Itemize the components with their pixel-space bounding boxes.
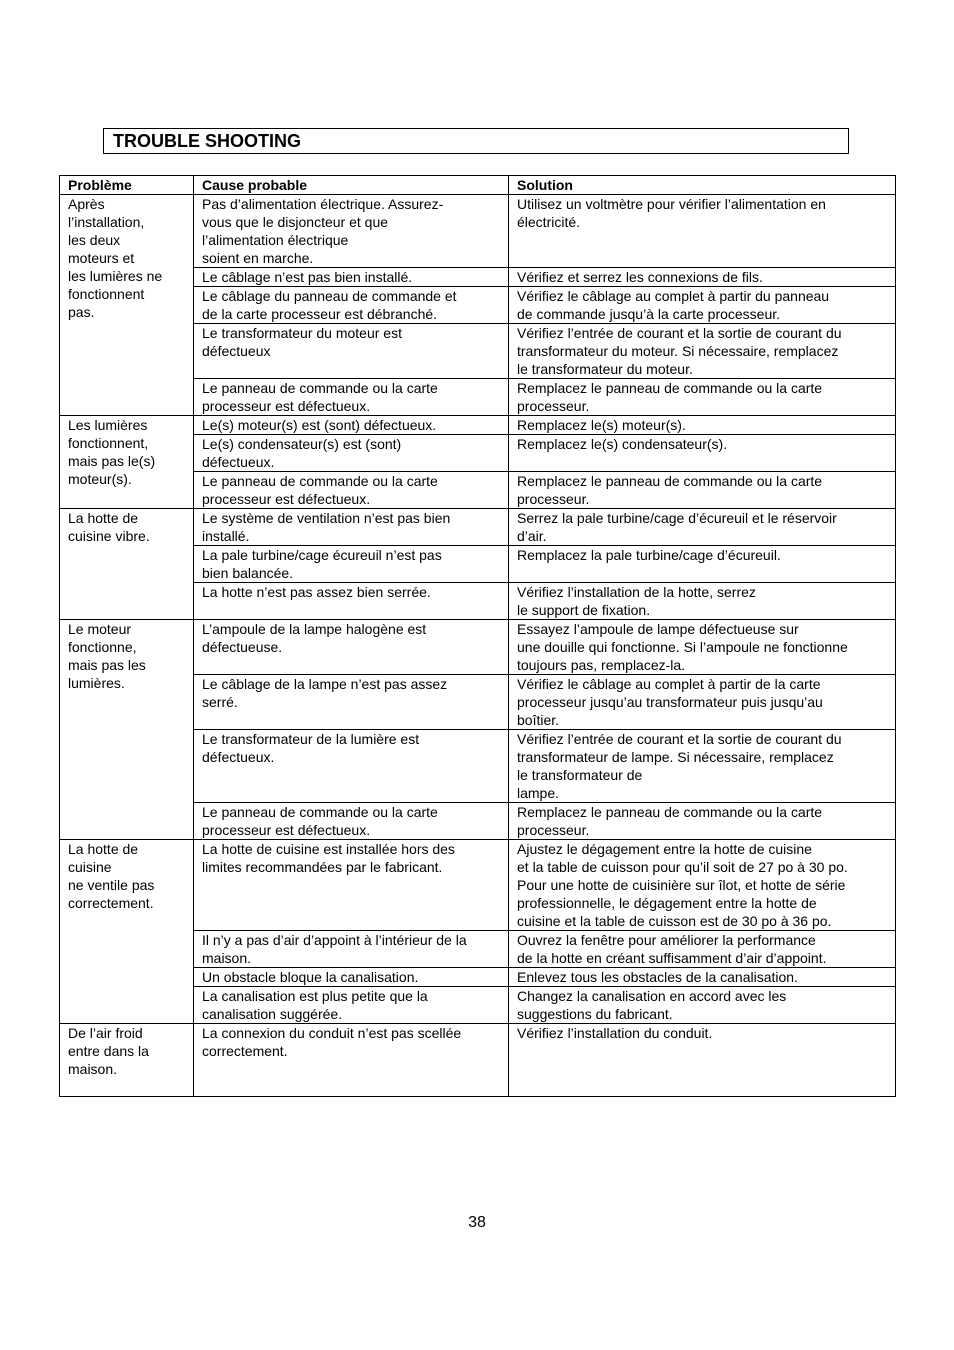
table-header-row xyxy=(60,176,896,195)
cause-cell: Le transformateur du moteur est défectueux xyxy=(194,324,509,379)
title-box xyxy=(103,128,849,154)
cause-cell: Pas d’alimentation électrique. Assurez- vous que le disjoncteur et que l’alimentation électrique soient en marche. xyxy=(194,195,509,268)
problem-cell: La hotte de cuisine vibre. xyxy=(60,509,194,620)
solution-cell: Utilisez un voltmètre pour vérifier l’alimentation en électricité. xyxy=(509,195,896,268)
solution-cell: Remplacez le panneau de commande ou la carte processeur. xyxy=(509,379,896,416)
cause-cell: La pale turbine/cage écureuil n’est pas bien balancée. xyxy=(194,546,509,583)
solution-cell: Vérifiez l’installation du conduit. xyxy=(509,1024,896,1097)
solution-cell: Serrez la pale turbine/cage d’écureuil et le réservoir d’air. xyxy=(509,509,896,546)
table-row xyxy=(60,195,896,268)
table-row xyxy=(60,509,896,546)
solution-cell: Vérifiez le câblage au complet à partir du panneau de commande jusqu’à la carte processeur. xyxy=(509,287,896,324)
header-problem: Problème xyxy=(60,176,194,195)
table-row xyxy=(60,1024,896,1097)
solution-cell: Vérifiez et serrez les connexions de fils. xyxy=(509,268,896,287)
table-row xyxy=(60,840,896,931)
cause-cell: La hotte n’est pas assez bien serrée. xyxy=(194,583,509,620)
solution-cell: Vérifiez l’entrée de courant et la sortie de courant du transformateur du moteur. Si nécessaire, remplacez le transformateur du moteur. xyxy=(509,324,896,379)
troubleshooting-table xyxy=(59,175,896,1097)
solution-cell: Vérifiez le câblage au complet à partir de la carte processeur jusqu’au transformateur puis jusqu’au boîtier. xyxy=(509,675,896,730)
solution-cell: Essayez l’ampoule de lampe défectueuse sur une douille qui fonctionne. Si l’ampoule ne fonctionne toujours pas, remplacez-la. xyxy=(509,620,896,675)
cause-cell: Le(s) condensateur(s) est (sont) défectueux. xyxy=(194,435,509,472)
cause-cell: Le câblage n’est pas bien installé. xyxy=(194,268,509,287)
cause-cell: Le panneau de commande ou la carte processeur est défectueux. xyxy=(194,803,509,840)
cause-cell: L’ampoule de la lampe halogène est défectueuse. xyxy=(194,620,509,675)
cause-cell: La canalisation est plus petite que la canalisation suggérée. xyxy=(194,987,509,1024)
cause-cell: Le panneau de commande ou la carte processeur est défectueux. xyxy=(194,379,509,416)
header-cause: Cause probable xyxy=(194,176,509,195)
cause-cell: La hotte de cuisine est installée hors des limites recommandées par le fabricant. xyxy=(194,840,509,931)
table-row xyxy=(60,416,896,435)
cause-cell: Il n’y a pas d’air d’appoint à l’intérieur de la maison. xyxy=(194,931,509,968)
cause-cell: Le transformateur de la lumière est défectueux. xyxy=(194,730,509,803)
header-solution: Solution xyxy=(509,176,896,195)
solution-cell: Vérifiez l’entrée de courant et la sortie de courant du transformateur de lampe. Si nécessaire, remplacez le transformateur de lampe. xyxy=(509,730,896,803)
solution-cell: Remplacez le(s) moteur(s). xyxy=(509,416,896,435)
problem-cell: Les lumières fonctionnent, mais pas le(s) moteur(s). xyxy=(60,416,194,509)
cause-cell: Le système de ventilation n’est pas bien installé. xyxy=(194,509,509,546)
cause-cell: Le câblage de la lampe n’est pas assez serré. xyxy=(194,675,509,730)
cause-cell: Un obstacle bloque la canalisation. xyxy=(194,968,509,987)
problem-cell: De l’air froid entre dans la maison. xyxy=(60,1024,194,1097)
solution-cell: Ouvrez la fenêtre pour améliorer la performance de la hotte en créant suffisamment d’air d’appoint. xyxy=(509,931,896,968)
solution-cell: Remplacez le panneau de commande ou la carte processeur. xyxy=(509,472,896,509)
cause-cell: Le panneau de commande ou la carte processeur est défectueux. xyxy=(194,472,509,509)
solution-cell: Remplacez le(s) condensateur(s). xyxy=(509,435,896,472)
solution-cell: Remplacez le panneau de commande ou la carte processeur. xyxy=(509,803,896,840)
solution-cell: Changez la canalisation en accord avec les suggestions du fabricant. xyxy=(509,987,896,1024)
problem-cell: La hotte de cuisine ne ventile pas correctement. xyxy=(60,840,194,1024)
cause-cell: Le câblage du panneau de commande et de la carte processeur est débranché. xyxy=(194,287,509,324)
page-number: 38 xyxy=(468,1214,486,1231)
table-row xyxy=(60,620,896,675)
solution-cell: Enlevez tous les obstacles de la canalisation. xyxy=(509,968,896,987)
problem-cell: Le moteur fonctionne, mais pas les lumières. xyxy=(60,620,194,840)
solution-cell: Remplacez la pale turbine/cage d’écureuil. xyxy=(509,546,896,583)
cause-cell: La connexion du conduit n’est pas scellée correctement. xyxy=(194,1024,509,1097)
problem-cell: Après l’installation, les deux moteurs et les lumières ne fonctionnent pas. xyxy=(60,195,194,416)
solution-cell: Vérifiez l’installation de la hotte, serrez le support de fixation. xyxy=(509,583,896,620)
solution-cell: Ajustez le dégagement entre la hotte de cuisine et la table de cuisson pour qu’il soit de 27 po à 30 po. Pour une hotte de cuisinière sur îlot, et hotte de série professionnelle, le dégagement entre la hotte de cuisine et la table de cuisson est de 30 po à 36 po. xyxy=(509,840,896,931)
page-title: TROUBLE SHOOTING xyxy=(113,131,301,151)
cause-cell: Le(s) moteur(s) est (sont) défectueux. xyxy=(194,416,509,435)
